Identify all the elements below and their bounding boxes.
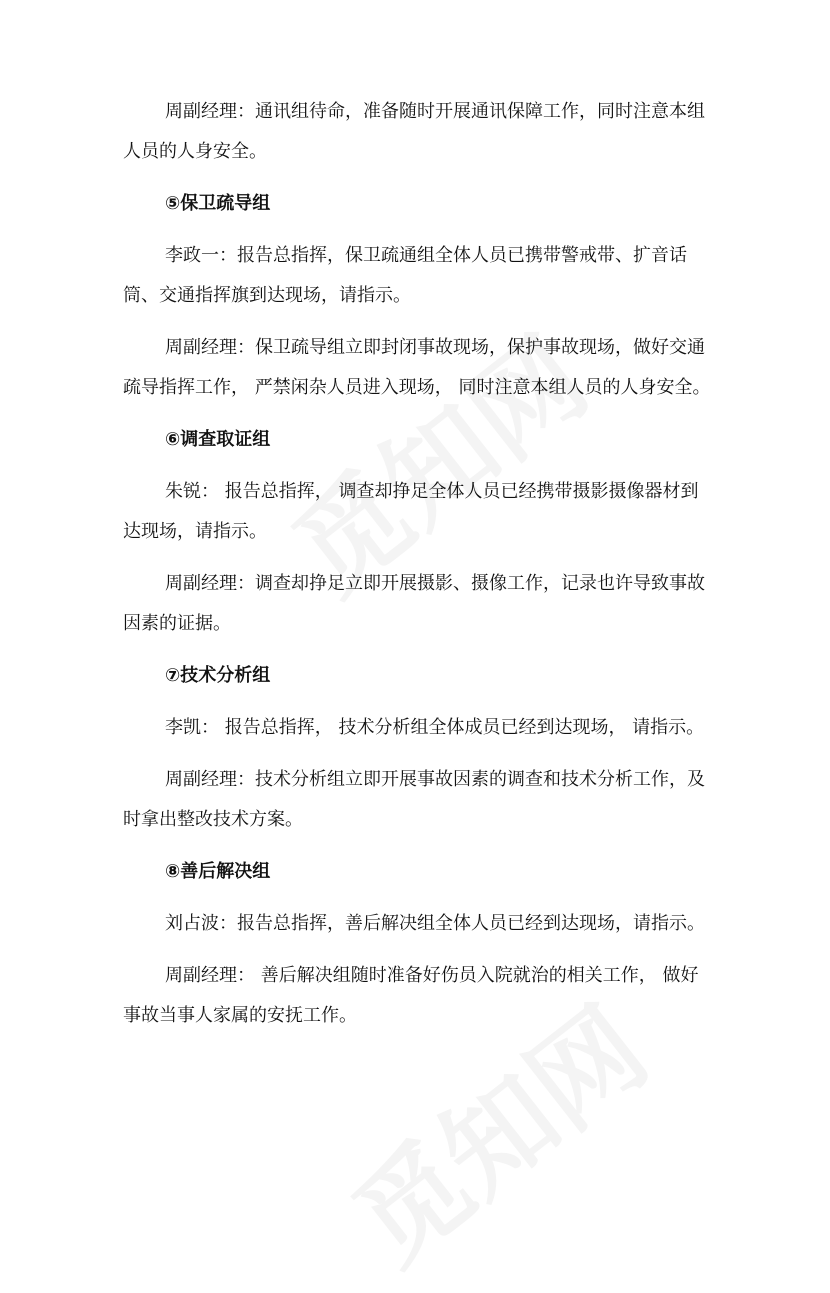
paragraph: 刘占波：报告总指挥，善后解决组全体人员已经到达现场，请指示。 [165,913,705,934]
paragraph: 李凯： 报告总指挥， 技术分析组全体成员已经到达现场， 请指示。 [165,717,705,738]
paragraph: 朱锐： 报告总指挥， 调查却挣足全体人员已经携带摄影摄像器材到达现场，请指示。 [123,481,699,542]
section-heading: ⑦技术分析组 [165,665,271,686]
paragraph: 周副经理：通讯组待命，准备随时开展通讯保障工作，同时注意本组人员的人身安全。 [123,101,705,162]
section-heading: ⑧善后解决组 [165,861,271,882]
paragraph: 周副经理：调查却挣足立即开展摄影、摄像工作，记录也许导致事故因素的证据。 [123,573,705,634]
section-heading: ⑤保卫疏导组 [165,193,271,214]
paragraph: 李政一：报告总指挥，保卫疏通组全体人员已携带警戒带、扩音话筒、交通指挥旗到达现场，请指示。 [123,245,687,306]
document-body [123,92,715,1048]
paragraph: 周副经理：保卫疏导组立即封闭事故现场，保护事故现场，做好交通疏导指挥工作， 严禁闲杂人员进入现场， 同时注意本组人员的人身安全。 [123,337,711,398]
section-heading: ⑥调查取证组 [165,429,271,450]
paragraph: 周副经理：技术分析组立即开展事故因素的调查和技术分析工作，及时拿出整改技术方案。 [123,769,705,830]
paragraph: 周副经理： 善后解决组随时准备好伤员入院就治的相关工作， 做好事故当事人家属的安抚工作。 [123,965,699,1026]
